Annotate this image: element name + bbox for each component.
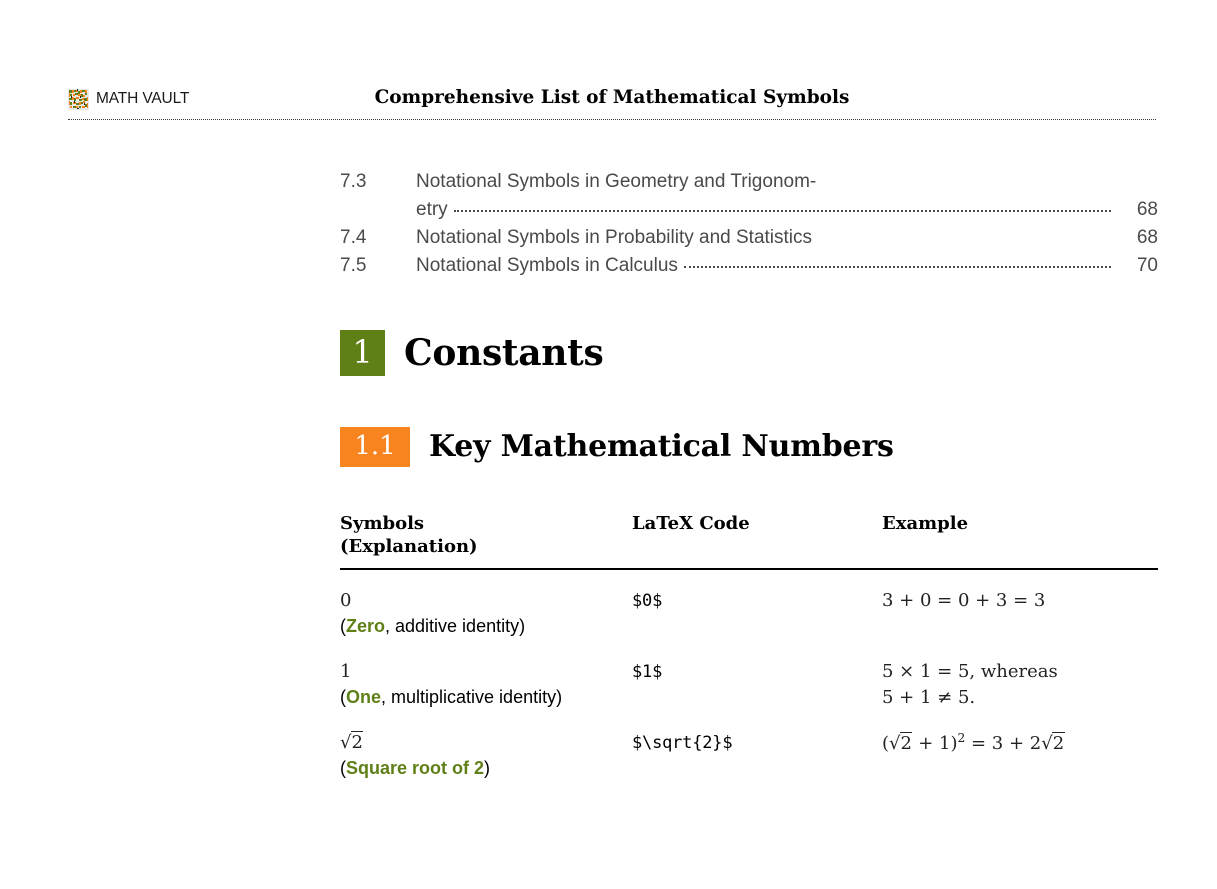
- latex-code: $1$: [632, 662, 663, 683]
- cell-latex: [632, 730, 882, 781]
- symbol-glyph: √2: [340, 732, 363, 754]
- table-row: [340, 588, 1158, 639]
- section-heading: [340, 330, 603, 376]
- toc-entry[interactable]: [340, 168, 1158, 196]
- cell-latex: [632, 659, 882, 710]
- explanation-rest: , additive identity): [385, 615, 526, 636]
- table-of-contents: [340, 168, 1158, 280]
- page-running-header: [68, 86, 1156, 116]
- explanation-rest: ): [484, 757, 491, 778]
- latex-code: $0$: [632, 591, 663, 612]
- symbol-term: Square root of 2: [346, 757, 485, 778]
- column-header-symbols: [340, 512, 632, 558]
- toc-entry[interactable]: [340, 224, 1158, 252]
- symbol-term: One: [346, 686, 382, 707]
- column-header-symbols-line2: (Explanation): [340, 536, 478, 558]
- table-header-row: [340, 512, 1158, 558]
- cell-latex: [632, 588, 882, 639]
- page-title: Comprehensive List of Mathematical Symbols: [374, 87, 850, 108]
- toc-entry-label: Notational Symbols in Calculus: [416, 254, 678, 276]
- cell-symbol: [340, 730, 632, 781]
- cell-example: [882, 659, 1158, 710]
- symbol-explanation: [340, 614, 632, 640]
- toc-entry-label: Notational Symbols in Probability and Statistics: [416, 226, 813, 248]
- example-line-1: $(√2 + 1)^2 = 3 + 2√2$: [882, 731, 1065, 755]
- brand-name: MATH VAULT: [96, 90, 190, 108]
- section-number-badge: 1: [340, 330, 385, 376]
- latex-code: $\sqrt{2}$: [632, 733, 733, 754]
- toc-dot-leader: [818, 235, 1111, 240]
- toc-entry-label: Notational Symbols in Geometry and Trigonom-: [416, 171, 817, 192]
- symbol-term: Zero: [346, 615, 386, 636]
- table-row: [340, 659, 1158, 710]
- example-line-1: 3 + 0 = 0 + 3 = 3: [882, 590, 1046, 612]
- toc-entry[interactable]: [340, 252, 1158, 280]
- table-top-spacer: [340, 570, 1158, 588]
- section-title: Constants: [404, 332, 604, 374]
- subsection-number-badge: 1.1: [340, 427, 410, 467]
- example-line-1: 5 × 1 = 5, whereas: [882, 661, 1058, 683]
- symbol-explanation: [340, 756, 632, 782]
- toc-dot-leader: [454, 205, 1111, 212]
- toc-entry-number: 7.3: [340, 171, 367, 192]
- subsection-title: Key Mathematical Numbers: [429, 429, 894, 464]
- subsection-heading: [340, 427, 894, 467]
- column-header-symbols-line1: Symbols: [340, 513, 425, 534]
- cell-example: [882, 588, 1158, 639]
- symbol-explanation: [340, 685, 632, 711]
- cell-symbol: [340, 659, 632, 710]
- toc-entry-label-cont: etry: [416, 198, 448, 220]
- toc-dot-leader: [684, 261, 1111, 268]
- toc-entry-number: 7.4: [340, 226, 367, 248]
- cell-example: [882, 730, 1158, 781]
- example-line-2: 5 + 1 ≠ 5.: [882, 686, 976, 708]
- row-gap: [340, 710, 1158, 730]
- symbol-glyph: 1: [340, 661, 352, 683]
- symbols-table: [340, 512, 1158, 781]
- toc-entry-page: 70: [1136, 254, 1158, 276]
- symbol-glyph: 0: [340, 590, 352, 612]
- toc-entry-page: 68: [1136, 226, 1158, 248]
- cell-symbol: [340, 588, 632, 639]
- row-gap: [340, 639, 1158, 659]
- toc-entry-continuation[interactable]: [340, 196, 1158, 224]
- toc-entry-page: 68: [1136, 198, 1158, 220]
- explanation-open-paren: (: [340, 757, 346, 778]
- explanation-rest: , multiplicative identity): [381, 686, 563, 707]
- explanation-open-paren: (: [340, 615, 346, 636]
- header-divider: [68, 119, 1156, 120]
- table-row: [340, 730, 1158, 781]
- column-header-latex: LaTeX Code: [632, 513, 750, 534]
- explanation-open-paren: (: [340, 686, 346, 707]
- column-header-example: Example: [882, 513, 969, 534]
- toc-entry-number: 7.5: [340, 254, 367, 276]
